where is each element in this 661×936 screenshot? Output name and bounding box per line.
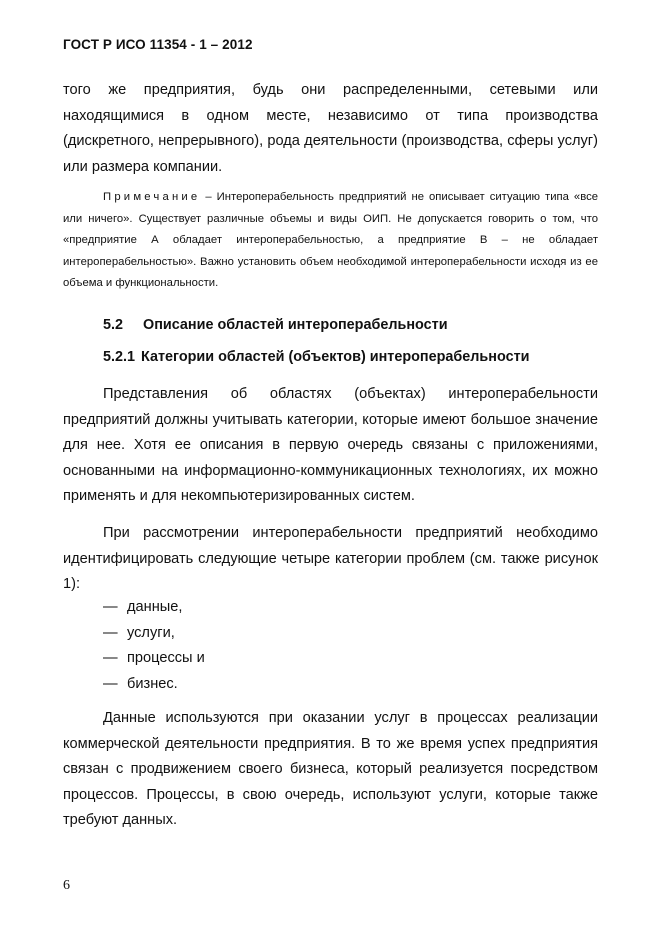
list-dash: — <box>103 599 118 615</box>
paragraph-1 <box>63 382 598 510</box>
list-item <box>103 646 205 672</box>
section-title: Описание областей интероперабельности <box>143 317 448 333</box>
document-header: ГОСТ Р ИСО 11354 - 1 – 2012 <box>63 37 253 52</box>
category-list <box>103 595 205 697</box>
note-text <box>63 187 598 295</box>
list-item <box>103 595 205 621</box>
paragraph-2 <box>63 521 598 598</box>
continued-paragraph <box>63 78 598 180</box>
list-dash: — <box>103 624 118 641</box>
page-number: 6 <box>63 878 70 893</box>
list-item-text: процессы и <box>127 650 205 666</box>
paragraph-text: Представления об областях (объектах) интероперабельности предприятий должны учитывать категории, которые имеют большое значение для нее. Хотя ее описания в первую очередь связаны с приложениями, основанными на информационно-коммуникационных технологиях, их можно применять и для некомпьютеризированных систем. <box>63 386 598 504</box>
list-item <box>103 621 205 647</box>
list-item <box>103 672 205 698</box>
section-heading <box>103 317 448 333</box>
list-item-text: услуги, <box>127 624 175 641</box>
subsection-heading <box>103 349 529 365</box>
note <box>63 187 598 295</box>
paragraph-text: При рассмотрении интероперабельности предприятий необходимо идентифицировать следующие четыре категории проблем (см. также рисунок 1): <box>63 525 598 592</box>
list-dash: — <box>103 650 118 666</box>
subsection-number: 5.2.1 <box>103 349 136 365</box>
section-number: 5.2 <box>103 317 124 333</box>
paragraph-text: Данные используются при оказании услуг в процессах реализации коммерческой деятельности предприятия. В то же время успех предприятия связан с продвижением своего бизнеса, который реализуется посредством процессов. Процессы, в свою очередь, используют услуги, которые также требуют данных. <box>63 710 598 828</box>
subsection-title: Категории областей (объектов) интероперабельности <box>141 349 530 365</box>
paragraph-3 <box>63 706 598 834</box>
list-item-text: данные, <box>127 599 183 615</box>
list-dash: — <box>103 675 118 692</box>
list-item-text: бизнес. <box>127 675 178 692</box>
paragraph-text: того же предприятия, будь они распределенными, сетевыми или находящимися в одном месте, независимо от типа производства (дискретного, непрерывного), рода деятельности (производства, сферы услуг) или размера компании. <box>63 82 598 175</box>
note-body: – Интероперабельность предприятий не описывает ситуацию типа «все или ничего». Существует различные объемы и виды ОИП. Не допускается говорить о том, что «предприятие А обладает интероперабельностью, а предприятие В – не обладает интероперабельностью». Важно установить объем необходимой интероперабельности исходя из ее объема и функциональности. <box>63 191 598 289</box>
note-label: Примечание <box>103 191 201 203</box>
